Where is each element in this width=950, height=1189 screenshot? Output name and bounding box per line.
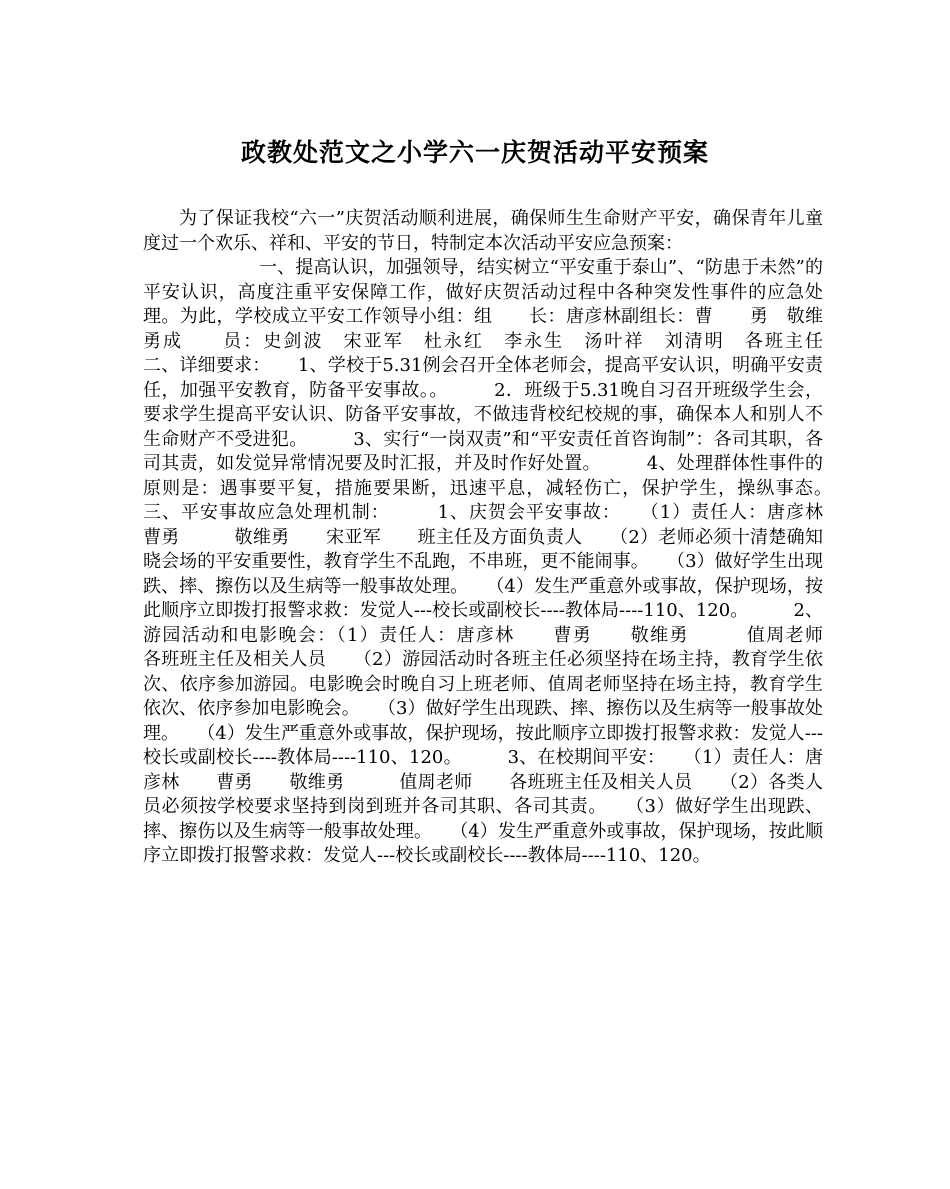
document-title: 政教处范文之小学六一庆贺活动平安预案 [240, 138, 709, 167]
intro-paragraph: 为了保证我校“六一”庆贺活动顺利进展，确保师生生命财产平安，确保青年儿童度过一个欢乐、祥和、平安的节日，特制定本次活动平安应急预案： [143, 208, 823, 254]
main-paragraph: 一、提高认识，加强领导，结实树立“平安重于泰山”、“防患于未然”的平安认识，高度注重平安保障工作，做好庆贺活动过程中各种突发性事件的应急处理。为此，学校成立平安工作领导小组：组 长：唐彦林副组长：曹 勇 敬维勇成 员：史剑波 宋亚军 杜永红 李永生 汤叶祥 刘清明 各班主任 二、详细要求： 1、学校于5.31例会召开全体老师会，提高平安认识，明确平安责任，加强平安教育，防备平安事故。。 2．班级于5.31晚自习召开班级学生会，要求学生提高平安认识、防备平安事故，不做违背校纪校规的事，确保本人和别人不生命财产不受进犯。 3、实行“一岗双责”和“平安责任首咨询制”：各司其职，各司其责，如发觉异常情况要及时汇报，并及时作好处置。 4、处理群体性事件的原则是：遇事要平复，措施要果断，迅速平息，减轻伤亡，保护学生，操纵事态。 三、平安事故应急处理机制： 1、庆贺会平安事故： （1）责任人：唐彦林 曹勇 敬维勇 宋亚军 班主任及方面负责人 （2）老师必须十清楚确知晓会场的平安重要性，教育学生不乱跑，不串班，更不能闹事。 （3）做好学生出现跌、摔、擦伤以及生病等一般事故处理。 （4）发生严重意外或事故，保护现场，按此顺序立即拨打报警求救：发觉人---校长或副校长----教体局----110、120。 2、游园活动和电影晚会：（1）责任人：唐彦林 曹勇 敬维勇 值周老师 各班班主任及相关人员 （2）游园活动时各班主任必须坚持在场主持，教育学生依次、依序参加游园。电影晚会时晚自习上班老师、值周老师坚持在场主持，教育学生依次、依序参加电影晚会。 （3）做好学生出现跌、摔、擦伤以及生病等一般事故处理。 （4）发生严重意外或事故，保护现场，按此顺序立即拨打报警求救：发觉人---校长或副校长----教体局----110、120。 3、在校期间平安： （1）责任人：唐彦林 曹勇 敬维勇 值周老师 各班班主任及相关人员 （2）各类人员必须按学校要求坚持到岗到班并各司其职、各司其责。 （3）做好学生出现跌、摔、擦伤以及生病等一般事故处理。 （4）发生严重意外或事故，保护现场，按此顺序立即拨打报警求救：发觉人---校长或副校长----教体局----110、120。 [143, 257, 895, 866]
document-body [143, 207, 895, 869]
